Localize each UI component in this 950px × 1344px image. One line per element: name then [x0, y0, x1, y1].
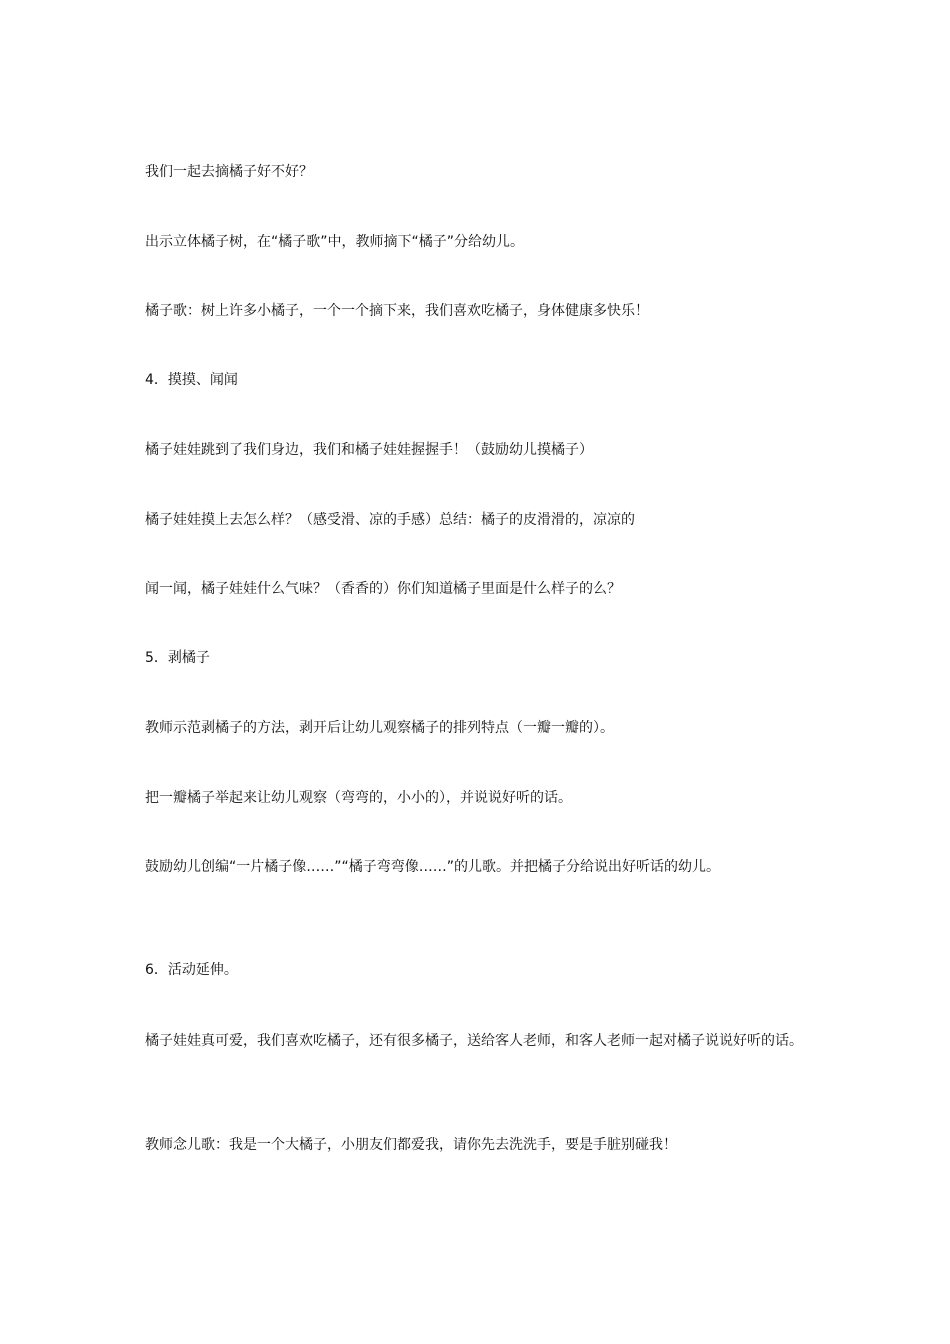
- paragraph-observe-segment: 把一瓣橘子举起来让幼儿观察（弯弯的，小小的），并说说好听的话。: [145, 790, 572, 806]
- paragraph-smell: 闻一闻，橘子娃娃什么气味？（香香的）你们知道橘子里面是什么样子的么？: [145, 581, 621, 597]
- paragraph-orange-tree: 出示立体橘子树，在“橘子歌”中，教师摘下“橘子”分给幼儿。: [145, 234, 525, 250]
- section-heading-5: 5．剥橘子: [145, 650, 210, 666]
- section-heading-4: 4．摸摸、闻闻: [145, 372, 238, 388]
- paragraph-share-oranges: 橘子娃娃真可爱，我们喜欢吃橘子，还有很多橘子，送给客人老师，和客人老师一起对橘子说说好听的话。: [145, 1033, 803, 1049]
- paragraph-teacher-rhyme: 教师念儿歌：我是一个大橘子，小朋友们都爱我，请你先去洗洗手，要是手脏别碰我！: [145, 1137, 677, 1153]
- paragraph-touch: 橘子娃娃摸上去怎么样？（感受滑、凉的手感）总结：橘子的皮滑滑的，凉凉的: [145, 512, 635, 528]
- paragraph-peel-demo: 教师示范剥橘子的方法，剥开后让幼儿观察橘子的排列特点（一瓣一瓣的）。: [145, 720, 614, 736]
- section-heading-6: 6．活动延伸。: [145, 962, 238, 978]
- paragraph-handshake: 橘子娃娃跳到了我们身边，我们和橘子娃娃握握手！（鼓励幼儿摸橘子）: [145, 442, 593, 458]
- paragraph-create-rhyme: 鼓励幼儿创编“一片橘子像……”“橘子弯弯像……”的儿歌。并把橘子分给说出好听话的幼儿。: [145, 859, 721, 875]
- paragraph-invite: 我们一起去摘橘子好不好？: [145, 164, 313, 180]
- paragraph-orange-song: 橘子歌：树上许多小橘子，一个一个摘下来，我们喜欢吃橘子，身体健康多快乐！: [145, 303, 649, 319]
